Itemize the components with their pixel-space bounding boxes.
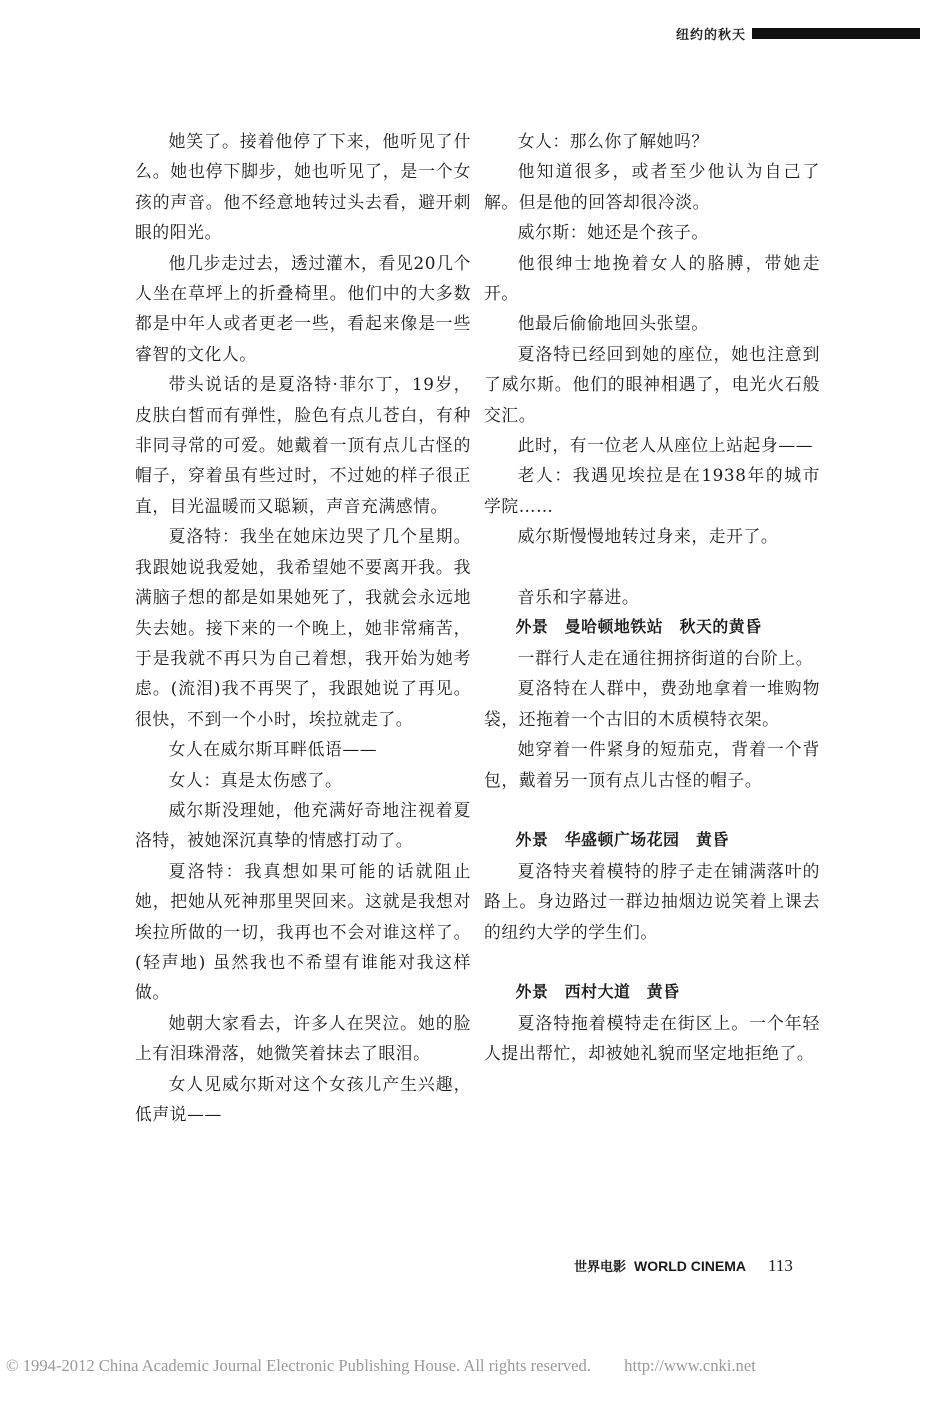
paragraph: 女人在威尔斯耳畔低语—— (168, 739, 378, 760)
magazine-name-en: WORLD CINEMA (634, 1258, 747, 1274)
paragraph: 她朝大家看去，许多人在哭泣。她的脸上有泪珠滑落，她微笑着抹去了眼泪。 (135, 1012, 471, 1064)
paragraph: 夏洛特已经回到她的座位，她也注意到了威尔斯。他们的眼神相遇了，电光火石般交汇。 (484, 343, 820, 425)
spacer (484, 795, 820, 825)
paragraph: 一群行人走在通往拥挤街道的台阶上。 (517, 647, 814, 668)
page-number: 113 (768, 1256, 793, 1275)
running-header (676, 22, 920, 44)
magazine-name-cn: 世界电影 (574, 1260, 627, 1275)
paragraph: 带头说话的是夏洛特·菲尔丁，19岁，皮肤白皙而有弹性，脸色有点儿苍白，有种非同寻常的可爱。她戴着一顶有点儿古怪的帽子，穿着虽有些过时，不过她的样子很正直，目光温暖而又聪颖，声音充满感情。 (135, 374, 471, 516)
spacer (484, 552, 820, 582)
running-header-title: 纽约的秋天 (676, 27, 747, 43)
paragraph: 威尔斯没理她，他充满好奇地注视着夏洛特，被她深沉真挚的情感打动了。 (135, 799, 471, 851)
header-bar (752, 28, 920, 39)
paragraph: 女人：真是太伤感了。 (168, 769, 343, 790)
paragraph: 夏洛特在人群中，费劲地拿着一堆购物袋，还拖着一个古旧的木质模特衣架。 (484, 678, 820, 729)
paragraph: 他很绅士地挽着女人的胳膊，带她走开。 (484, 252, 820, 304)
scene-heading: 外景 西村大道 黄昏 (515, 982, 680, 1002)
paragraph: 他几步走过去，透过灌木，看见20几个人坐在草坪上的折叠椅里。他们中的大多数都是中年人或者更老一些，看起来像是一些睿智的文化人。 (135, 252, 471, 364)
paragraph: 她穿着一件紧身的短茄克，背着一个背包，戴着另一顶有点儿古怪的帽子。 (484, 739, 820, 790)
paragraph: 此时，有一位老人从座位上站起身—— (517, 435, 814, 456)
copyright-watermark: © 1994-2012 China Academic Journal Electronic Publishing House. All rights reserved. http://www.cnki.net (6, 1356, 756, 1375)
paragraph: 她笑了。接着他停了下来，他听见了什么。她也停下脚步，她也听见了，是一个女孩的声音。他不经意地转过头去看，避开刺眼的阳光。 (135, 131, 471, 243)
paragraph: 夏洛特：我真想如果可能的话就阻止她，把她从死神那里哭回来。这就是我想对埃拉所做的一切，我再也不会对谁这样了。(轻声地) 虽然我也不希望有谁能对我这样做。 (135, 860, 471, 1003)
paragraph: 威尔斯：她还是个孩子。 (517, 222, 709, 243)
paragraph: 夏洛特：我坐在她床边哭了几个星期。我跟她说我爱她，我希望她不要离开我。我满脑子想的都是如果她死了，我就会永远地失去她。接下来的一个晚上，她非常痛苦，于是我就不再只为自己着想，我开始为她考虑。(流泪)我不再哭了，我跟她说了再见。很快，不到一个小时，埃拉就走了。 (135, 526, 471, 729)
spacer (484, 947, 820, 977)
page-footer (574, 1256, 793, 1276)
paragraph: 他知道很多，或者至少他认为自己了解。但是他的回答却很冷淡。 (484, 161, 820, 212)
right-column (484, 126, 820, 1069)
paragraph: 夏洛特拖着模特走在街区上。一个年轻人提出帮忙，却被她礼貌而坚定地拒绝了。 (484, 1012, 820, 1064)
paragraph: 女人：那么你了解她吗？ (517, 131, 709, 151)
left-column (135, 126, 471, 1129)
scene-heading: 外景 曼哈顿地铁站 秋天的黄昏 (515, 617, 762, 637)
scene-heading: 外景 华盛顿广场花园 黄昏 (515, 830, 729, 850)
paragraph: 老人：我遇见埃拉是在1938年的城市学院…… (484, 465, 820, 516)
paragraph: 夏洛特夹着模特的脖子走在铺满落叶的路上。身边路过一群边抽烟边说笑着上课去的纽约大学的学生们。 (484, 860, 820, 942)
paragraph: 威尔斯慢慢地转过身来，走开了。 (517, 526, 779, 547)
paragraph: 女人见威尔斯对这个女孩儿产生兴趣，低声说—— (135, 1073, 471, 1124)
paragraph: 音乐和字幕进。 (517, 587, 640, 608)
paragraph: 他最后偷偷地回头张望。 (517, 313, 709, 334)
